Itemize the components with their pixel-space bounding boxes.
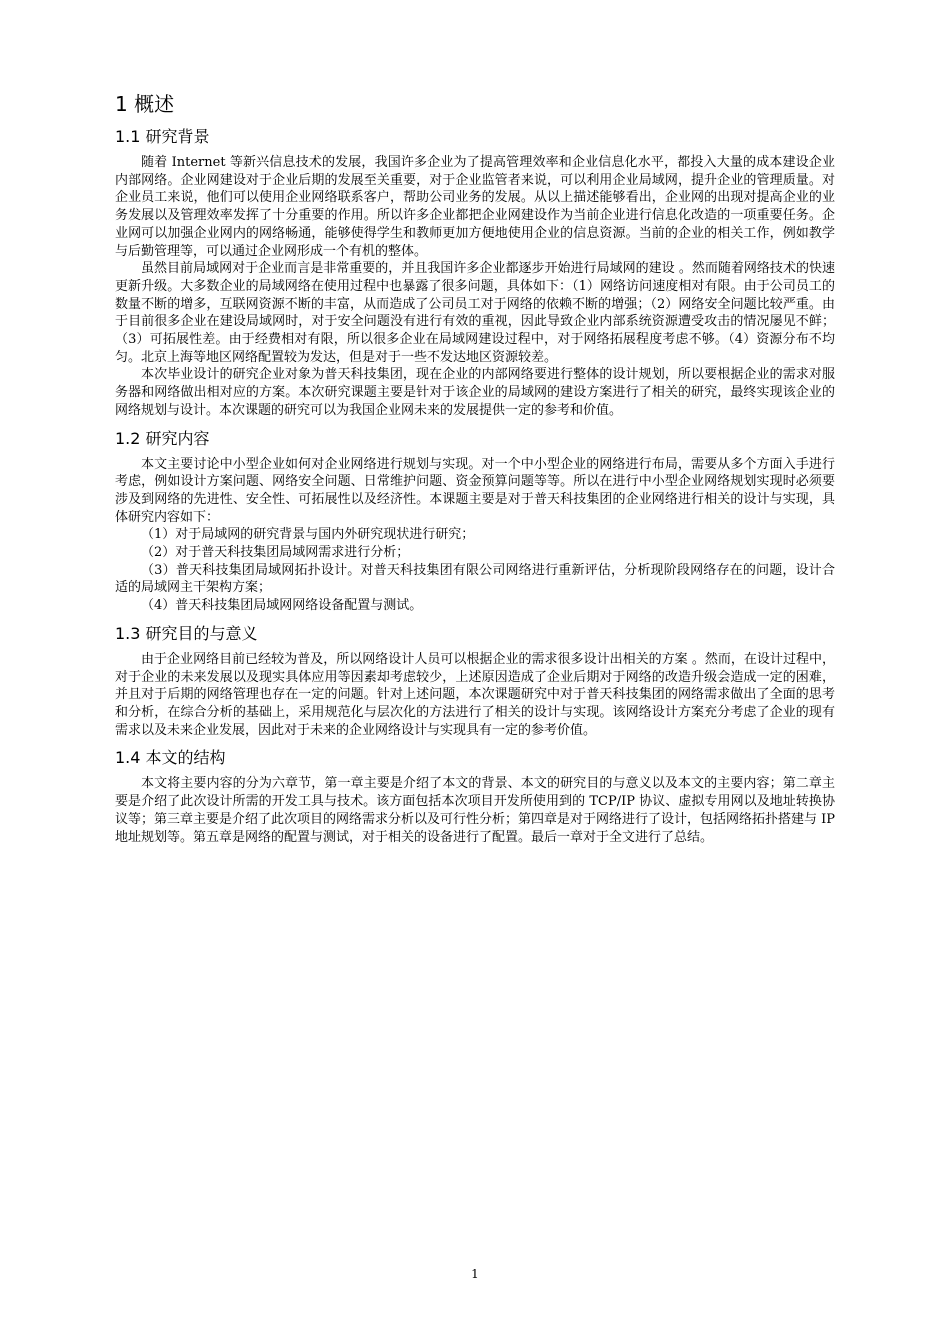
page-number: 1: [471, 1267, 479, 1281]
paragraph: 本次毕业设计的研究企业对象为普天科技集团，现在企业的内部网络要进行整体的设计规划，所以要根据企业的需求对服务器和网络做出相对应的方案。本次研究课题主要是针对于该企业的局域网的建设方案进行了相关的研究，最终实现该企业的网络规划与设计。本次课题的研究可以为我国企业网未来的发展提供一定的参考和价值。: [115, 367, 835, 418]
paragraph: 本文将主要内容的分为六章节，第一章主要是介绍了本文的背景、本文的研究目的与意义以及本文的主要内容；第二章主要是介绍了此次设计所需的开发工具与技术。该方面包括本次项目开发所使用到的 TCP/IP 协议、虚拟专用网以及地址转换协议等；第三章主要是介绍了此次项目的网络需求分析以及可行性分析；第四章是对于网络进行了设计，包括网络拓扑搭建与 IP 地址规划等。第五章是网络的配置与测试，对于相关的设备进行了配置。最后一章对于全文进行了总结。: [115, 776, 836, 845]
list-item: （2）对于普天科技集团局域网需求进行分析；: [141, 545, 410, 561]
list-item: （3）普天科技集团局域网拓扑设计。对普天科技集团有限公司网络进行重新评估，分析现阶段网络存在的问题，设计合适的局域网主干架构方案；: [115, 562, 835, 596]
paragraph: 本文主要讨论中小型企业如何对企业网络进行规划与实现。对一个中小型企业的网络进行布局，需要从多个方面入手进行考虑，例如设计方案问题、网络安全问题、日常维护问题、资金预算问题等等。所以在进行中小型企业网络规划实现时必须要涉及到网络的先进性、安全性、可拓展性以及经济性。本课题主要是对于普天科技集团的企业网络进行相关的设计与实现，具体研究内容如下：: [115, 456, 835, 525]
list-item: （1）对于局域网的研究背景与国内外研究现状进行研究；: [141, 527, 475, 543]
section-title-content: 1.2 研究内容: [115, 428, 210, 448]
list-item: （4）普天科技集团局域网网络设备配置与测试。: [141, 598, 423, 614]
paragraph: 虽然目前局域网对于企业而言是非常重要的，并且我国许多企业都逐步开始进行局域网的建设 。然而随着网络技术的快速更新升级。大多数企业的局域网络在使用过程中也暴露了很多问题，具体如下：（1）网络访问速度相对有限。由于公司员工的数量不断的增多，互联网资源不断的丰富，从而造成了公司员工对于网络的依赖不断的增强；（2）网络安全问题比较严重。由于目前很多企业在建设局域网时，对于安全问题没有进行有效的重视，因此导致企业内部系统资源遭受攻击的情况屡见不鲜；（3）可拓展性差。由于经费相对有限，所以很多企业在局域网建设过程中，对于网络拓展程度考虑不够。（4）资源分布不均匀。北京上海等地区网络配置较为发达，但是对于一些不发达地区资源较差。: [115, 261, 835, 365]
section-title-purpose: 1.3 研究目的与意义: [115, 623, 258, 643]
paragraph: 随着 Internet 等新兴信息技术的发展，我国许多企业为了提高管理效率和企业信息化水平，都投入大量的成本建设企业内部网络。企业网建设对于企业后期的发展至关重要，对于企业监管者来说，可以利用企业局域网，提升企业的管理质量。对企业员工来说，他们可以使用企业网络联系客户，帮助公司业务的发展。从以上描述能够看出，企业网的出现对提高企业的业务发展以及管理效率发挥了十分重要的作用。所以许多企业都把企业网建设作为当前企业进行信息化改造的一项重要任务。企业网可以加强企业网内的网络畅通，能够使得学生和教师更加方便地使用企业的信息资源。当前的企业的相关工作，例如教学与后勤管理等，可以通过企业网形成一个有机的整体。: [115, 155, 835, 259]
section-title-structure: 1.4 本文的结构: [115, 748, 226, 768]
chapter-title: 1 概述: [115, 92, 175, 116]
section-title-background: 1.1 研究背景: [115, 127, 210, 146]
paragraph: 由于企业网络目前已经较为普及，所以网络设计人员可以根据企业的需求很多设计出相关的方案 。然而，在设计过程中，对于企业的未来发展以及现实具体应用等因素却考虑较少，上述原因造成了企业后期对于网络的改造升级会造成一定的困难，并且对于后期的网络管理也存在一定的问题。针对上述问题，本次课题研究中对于普天科技集团的网络需求做出了全面的思考和分析，在综合分析的基础上，采用规范化与层次化的方法进行了相关的设计与实现。该网络设计方案充分考虑了企业的现有需求以及未来企业发展，因此对于未来的企业网络设计与实现具有一定的参考价值。: [115, 651, 835, 738]
page-content: [115, 90, 835, 846]
